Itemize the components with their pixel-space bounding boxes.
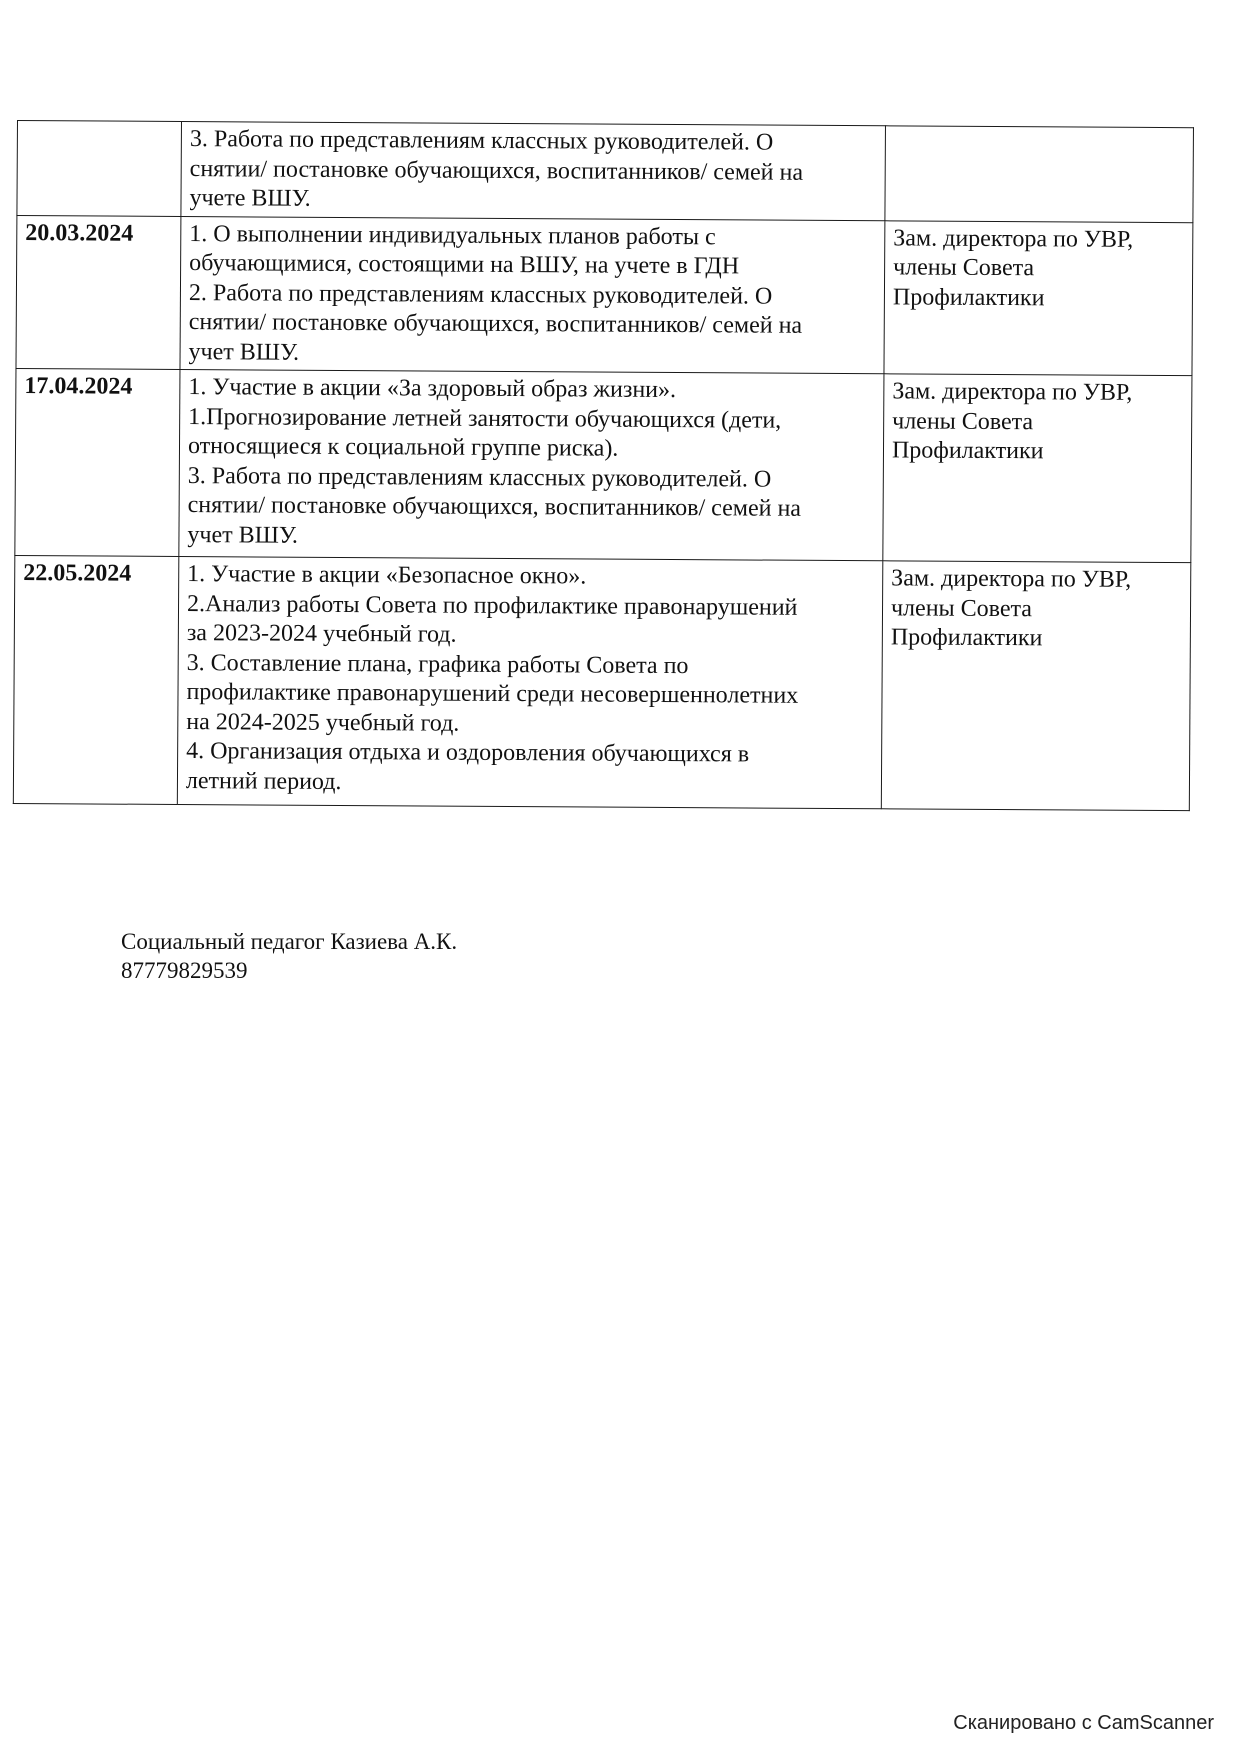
table-row — [13, 555, 1190, 810]
content-line: 3. Работа по представлениям классных руководителей. О — [187, 462, 772, 493]
row-date: 17.04.2024 — [15, 368, 180, 556]
prevention-council-plan-table — [13, 120, 1194, 811]
row-content — [179, 370, 884, 561]
content-line: снятии/ постановке обучающихся, воспитанников/ семей на — [188, 309, 803, 339]
table-row — [15, 368, 1192, 562]
row-content — [177, 556, 883, 808]
responsible-line: Зам. директора по УВР, — [893, 224, 1134, 253]
responsible-line: Зам. директора по УВР, — [891, 565, 1132, 593]
table-row — [16, 215, 1193, 376]
responsible-line: Профилактики — [891, 437, 1044, 465]
content-line: 1. Участие в акции «Безопасное окно». — [187, 561, 587, 590]
row-date — [17, 121, 182, 217]
responsible-line: Профилактики — [892, 283, 1045, 311]
content-line: 3. Работа по представлениям классных руководителей. О — [189, 126, 774, 156]
responsible-line: члены Совета — [890, 594, 1033, 622]
content-line: снятии/ постановке обучающихся, воспитанников/ семей на — [189, 155, 804, 186]
content-line: за 2023-2024 учебный год. — [186, 620, 457, 648]
content-line: 1.Прогнозирование летней занятости обучающихся (дети, — [188, 403, 782, 434]
content-line: летний период. — [185, 767, 342, 795]
scanner-watermark: Сканировано с CamScanner — [953, 1712, 1214, 1734]
row-responsible — [885, 126, 1194, 222]
signature-line: Социальный педагог Казиева А.К. — [121, 929, 458, 954]
content-line: 1. О выполнении индивидуальных планов работы с — [189, 220, 716, 250]
responsible-line: Зам. директора по УВР, — [892, 378, 1133, 406]
content-line: на 2024-2025 учебный год. — [186, 708, 460, 737]
row-responsible — [883, 374, 1192, 563]
responsible-line: члены Совета — [893, 254, 1035, 282]
row-date: 22.05.2024 — [13, 555, 179, 804]
row-responsible — [881, 561, 1191, 811]
table-row — [17, 121, 1194, 223]
row-responsible — [884, 220, 1193, 375]
content-line: учете ВШУ. — [189, 185, 311, 212]
content-line: снятии/ постановке обучающихся, воспитанников/ семей на — [187, 492, 802, 522]
content-line: обучающимися, состоящими на ВШУ, на учете в ГДН — [189, 250, 740, 280]
content-line: 4. Организация отдыха и оздоровления обучающихся в — [186, 738, 750, 768]
phone-number: 87779829539 — [121, 958, 248, 983]
content-line: 3. Составление плана, графика работы Совета по — [186, 649, 689, 679]
row-content — [181, 122, 886, 221]
content-line: 2. Работа по представлениям классных руководителей. О — [188, 279, 773, 310]
content-line: 2.Анализ работы Совета по профилактике правонарушений — [186, 590, 798, 621]
content-line: относящиеся к социальной группе риска). — [187, 433, 619, 462]
content-line: 1. Участие в акции «За здоровый образ жизни». — [188, 374, 677, 404]
row-date: 20.03.2024 — [16, 215, 181, 369]
responsible-line: члены Совета — [892, 407, 1034, 435]
content-line: учет ВШУ. — [188, 338, 300, 366]
responsible-line: Профилактики — [890, 624, 1043, 652]
content-line: профилактике правонарушений среди несовершеннолетних — [186, 679, 799, 709]
row-content — [180, 216, 885, 374]
content-line: учет ВШУ. — [187, 521, 299, 549]
signature-block — [121, 927, 457, 985]
